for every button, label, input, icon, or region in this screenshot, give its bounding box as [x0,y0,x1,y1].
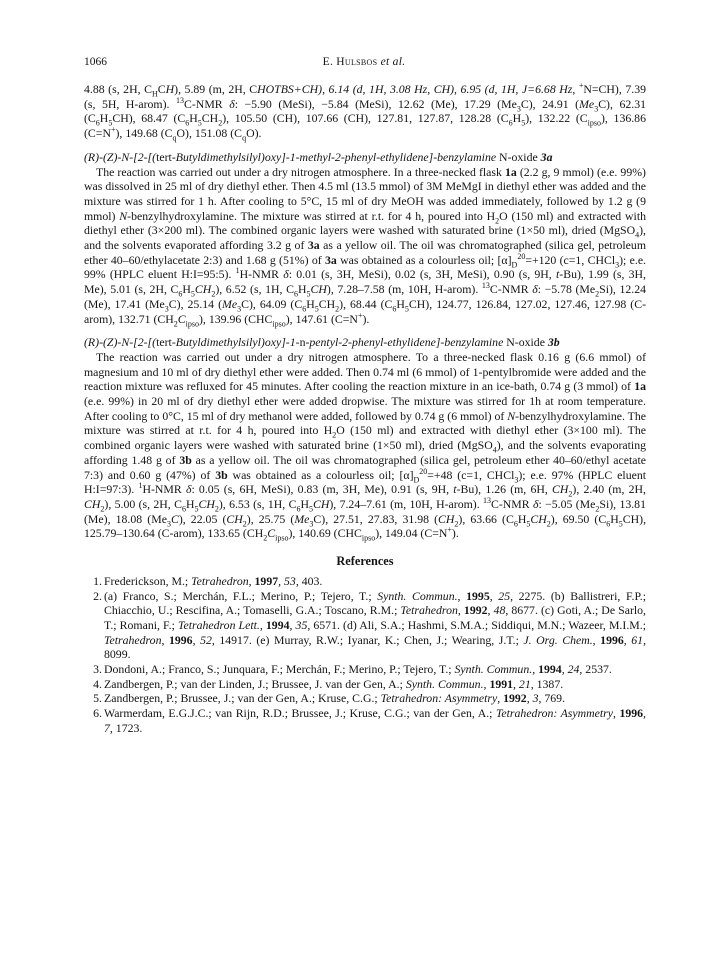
running-head [84,56,644,68]
reference-1: 1. Frederickson, M.; Tetrahedron, 1997, 53, 403. [84,574,646,589]
compound-3a-heading: (R)-(Z)-N-[2-[(tert-Butyldimethylsilyl)oxy]-1-methyl-2-phenyl-ethylidene]-benzylamine N-oxide 3a [84,149,553,164]
reference-3: 3. Dondoni, A.; Franco, S.; Junquara, F.; Merchán, F.; Merino, P.; Tejero, T.; Synth. Commun., 1994, 24, 2537. [84,662,646,677]
page-header [84,56,644,72]
nmr-continuation-paragraph: 4.88 (s, 2H, $C_HCH$), 5.89 (m, 2H, CHOTBS+CH), 6.14 (d, 1H, 3.08 Hz, CH), 6.95 (d, 1H, J=6.68 Hz, +N=CH), 7.39 (s, 5H, H-arom). $^{13}$C-NMR δ: −5.90 (MeSi), −5.84 (MeSi), 12.62 (Me), 17.29 $(Me_3C)$, 24.91 $(Me_3C)$, 62.31 $(C_6H_5CH)$, 68.47 $(C_6H_5CH_2)$, 105.50 (CH), 107.66 (CH), 127.81, 127.87, 128.28 $(C_6H_5)$, 132.22 $(C_{ipso})$, 136.86 (C=N+), 149.68 $(C_qO)$, 151.08 $(C_qO)$. [84,81,647,143]
reference-2: 2. (a) Franco, S.; Merchán, F.L.; Merino, P.; Tejero, T.; Synth. Commun., 1995, 25, 2275. (b) Ballistreri, F.P.; Chiacchio, U.; Rescifina, A.; Tomaselli, G.A.; Toscano, R.M.; Tetrahedron, 1992, 48, 8677. (c) Goti, A.; De Sarlo, T.; Romani, F.; Tetrahedron Lett., 1994, 35, 6571. (d) Ali, S.A.; Hashmi, S.M.A.; Siddiqui, M.N.; Wazeer, M.I.M.; Tetrahedron, 1996, 52, 14917. (e) Murray, R.W.; Iyanar, K.; Chen, J.; Wearing, J.T.; J. Org. Chem., 1996, 61, 8099. [84,589,646,663]
reference-number: 2. [93,588,102,603]
reference-number: 6. [93,706,102,721]
compound-3b-procedure: The reaction was carried out under a dry nitrogen atmosphere. To a three-necked flask 0.16 g (6.6 mmol) of magnesium and 10 ml of dry diethyl ether were added. Then 0.74 ml (6 mmol) of 1-pentylbromide were added and the reaction mixture was refluxed for 45 minutes. After cooling the reaction mixture in an ice-bath, 0.74 g (3 mmol) of 1a (e.e. 99%) in 20 ml of dry diethyl ether were added dropwise. The mixture was stirred for 1h at room temperature. After cooling to 0°C, 15 ml of dry methanol were added, followed by 0.74 g (6 mmol) of N-benzylhydroxylamine. The mixture was stirred at r.t. for 4 h, poured into $H_2O$ (150 ml) and extracted with diethyl ether (3×100 ml). The combined organic layers were washed with saturated brine (1×50 ml), dried (MgSO$_4$), and the solvents evaporating affording 1.48 g of 3b as a yellow oil. The oil was chromatographed (silica gel, petroleum ether 40–60/ethyl acetate 7:3) and 0.60 g (47%) of 3b was obtained as a colourless oil; $[\alpha]_D^{20}=+48$ (c=1, CHCl$_3$); e.e. 97% (HPLC eluent H:I=97:3). $^1$H-NMR δ: 0.05 (s, 6H, MeSi), 0.83 (m, 3H, Me), 0.91 (s, 9H, t-Bu), 1.26 (m, 6H, $CH_2$), 2.40 (m, 2H, $CH_2$), 5.00 (s, 2H, $C_6H_5CH_2$), 6.53 (s, 1H, $C_6H_5CH$), 7.24–7.61 (m, 10H, H-arom). $^{13}$C-NMR δ: −5.05 $(Me_2Si)$, 13.81 (Me), 18.08 $(Me_3C)$, 22.05 $(CH_2)$, 25.75 $(Me_3C)$, 27.51, 27.83, 31.98 $(CH_2)$, 63.66 $(C_6H_5CH_2)$, 69.50 $(C_6H_5CH)$, 125.79–130.64 (C-arom), 133.65 $(CH_2C_{ipso})$, 140.69 $(CHC_{ipso})$, 149.04 (C=N+). [84,349,647,543]
reference-5: 5. Zandbergen, P.; Brussee, J.; van der Gen, A.; Kruse, C.G.; Tetrahedron: Asymmetry, 1992, 3, 769. [84,691,646,706]
running-head-etal: et al. [380,56,406,68]
reference-4: 4. Zandbergen, P.; van der Linden, J.; Brussee, J. van der Gen, A.; Synth. Commun., 1991, 21, 1387. [84,677,646,692]
running-head-author-initial: E. H [322,56,345,68]
reference-number: 5. [93,691,102,706]
reference-number: 3. [93,662,102,677]
compound-3a-procedure: The reaction was carried out under a dry nitrogen atmosphere. In a three-necked flask 1a (2.2 g, 9 mmol) (e.e. 99%) was dissolved in 25 ml of dry diethyl ether. Then 4.5 ml (13.5 mmol) of 3M MeMgI in diethyl ether was added and the mixture was stirred for 1 h. After cooling to 5°C, 15 ml of dry MeOH was added immediately, followed by 1.2 g (9 mmol) N-benzylhydroxylamine. The mixture was stirred at r.t. for 4 h, poured into $H_2O$ (150 ml) and extracted with diethyl ether (3×200 ml). The combined organic layers were washed with saturated brine (1×50 ml), dried (MgSO$_4$), and the solvents evaporated affording 3.2 g of 3a as a yellow oil. The oil was chromatographed (silica gel, petroleum ether 40–60/ethylacetate 2:3) and 1.68 g (51%) of 3a was obtained as a colourless oil; $[\alpha]_D^{20}=+120$ (c=1, CHCl$_3$); e.e. 99% (HPLC eluent H:I=95:5). $^1$H-NMR δ: 0.01 (s, 3H, MeSi), 0.02 (s, 3H, MeSi), 0.90 (s, 9H, t-Bu), 1.99 (s, 3H, Me), 5.01 (s, 2H, $C_6H_5CH_2$), 6.52 (s, 1H, $C_6H_5CH$), 7.28–7.58 (m, 10H, H-arom). $^{13}$C-NMR δ: −5.78 $(Me_2Si)$, 12.24 (Me), 17.41 $(Me_3C)$, 25.14 $(Me_3C)$, 64.09 $(C_6H_5CH_2)$, 68.44 $(C_6H_5CH)$, 124.77, 126.84, 127.02, 127.46, 127.98 (C-arom), 132.71 $(CH_2C_{ipso})$, 139.96 $(CHC_{ipso})$, 147.61 (C=N+). [84,164,647,328]
running-head-author-rest: ulsbos [344,56,378,68]
compound-3b-heading: (R)-(Z)-N-[2-[(tert-Butyldimethylsilyl)oxy]-1-n-pentyl-2-phenyl-ethylidene]-benzylamine N-oxide 3b [84,335,560,350]
page-number: 1066 [84,56,107,68]
reference-number: 4. [93,676,102,691]
article-body [84,82,646,736]
reference-number: 1. [93,573,102,588]
references-heading: References [336,554,394,569]
reference-6: 6. Warmerdam, E.G.J.C.; van Rijn, R.D.; Brussee, J.; Kruse, C.G.; van der Gen, A.; Tetrahedron: Asymmetry, 1996, 7, 1723. [84,706,646,735]
